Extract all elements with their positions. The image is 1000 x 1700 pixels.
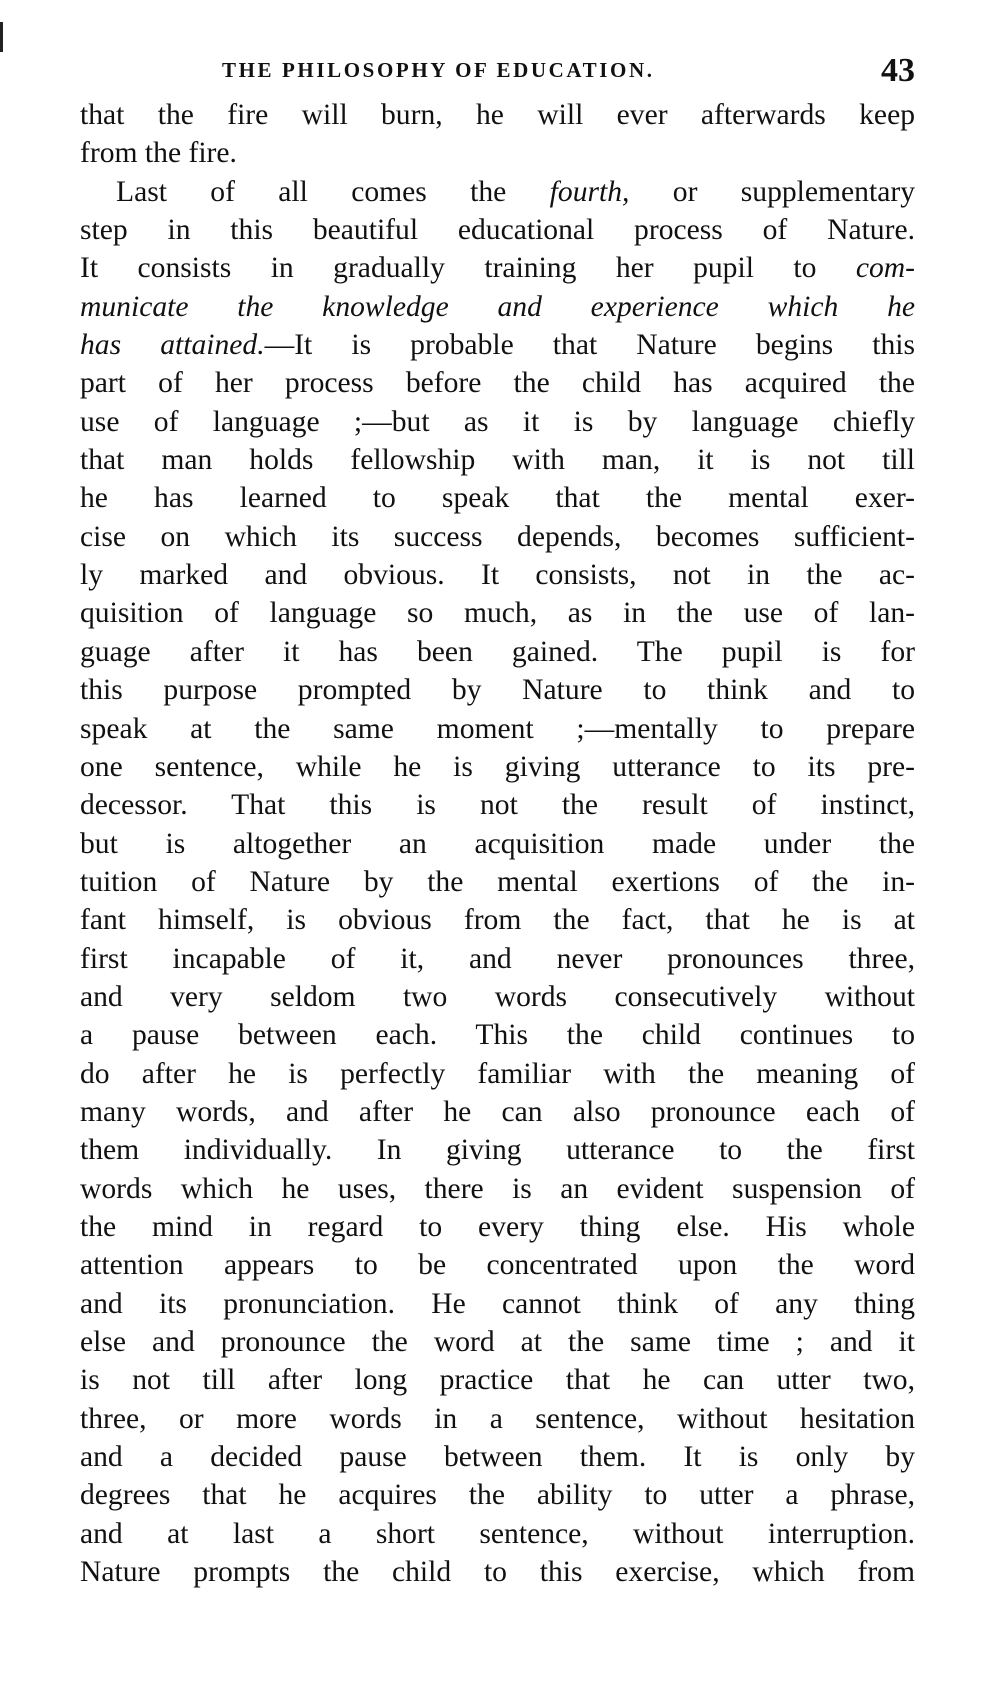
text-line <box>80 786 915 824</box>
italic-text: has attained. <box>80 329 265 362</box>
text-run: —It is probable that Nature begins this <box>264 329 915 362</box>
text-run: else and pronounce the word at the same time ; and it <box>80 1326 915 1358</box>
text-run: It consists in gradually training her pupil to <box>80 252 856 285</box>
text-run: but is altogether an acquisition made under the <box>80 827 915 860</box>
text-run: words which he uses, there is an evident suspension of <box>80 1172 915 1205</box>
text-run: degrees that he acquires the ability to utter a phrase, <box>80 1479 915 1512</box>
text-line <box>80 1093 915 1131</box>
text-run: from the fire. <box>80 137 237 170</box>
text-run: attention appears to be concentrated upon the word <box>80 1249 915 1282</box>
text-run: three, or more words in a sentence, without hesitation <box>80 1402 915 1435</box>
text-run: a pause between each. This the child continues to <box>80 1019 915 1052</box>
text-line <box>80 403 915 441</box>
text-line <box>80 1515 915 1553</box>
text-line <box>80 863 915 901</box>
text-line <box>80 96 915 134</box>
italic-text: com- <box>855 252 915 285</box>
text-line <box>80 1055 915 1093</box>
text-line <box>80 594 915 632</box>
text-run: one sentence, while he is giving utterance to its pre- <box>80 750 915 783</box>
page-number: 43 <box>881 52 915 89</box>
text-line <box>80 1246 915 1284</box>
running-head <box>222 52 915 92</box>
italic-text: fourth, <box>549 175 630 208</box>
text-line <box>80 288 915 326</box>
text-line <box>80 173 915 211</box>
text-run: quisition of language so much, as in the use of lan- <box>80 597 915 630</box>
text-line <box>80 1131 915 1169</box>
text-line <box>80 633 915 671</box>
text-run: fant himself, is obvious from the fact, that he is at <box>80 904 915 937</box>
text-line <box>80 1016 915 1054</box>
text-line <box>80 748 915 786</box>
italic-text: municate the knowledge and experience which he <box>80 290 915 323</box>
text-run: use of language ;—but as it is by language chiefly <box>80 405 915 438</box>
text-run: this purpose prompted by Nature to think and to <box>80 674 915 707</box>
text-run: cise on which its success depends, becomes sufficient- <box>80 520 915 553</box>
text-line <box>80 940 915 978</box>
text-run: and a decided pause between them. It is only by <box>80 1441 915 1474</box>
text-line <box>80 249 915 287</box>
text-run: and very seldom two words consecutively without <box>80 980 915 1013</box>
text-run: do after he is perfectly familiar with the meaning of <box>80 1057 915 1090</box>
text-line <box>80 1476 915 1514</box>
text-line <box>80 518 915 556</box>
text-line <box>80 1323 915 1361</box>
text-run: that the fire will burn, he will ever afterwards keep <box>80 99 915 131</box>
text-line <box>80 1553 915 1591</box>
text-line <box>80 1400 915 1438</box>
body-text <box>80 96 915 1591</box>
text-run: tuition of Nature by the mental exertions of the in- <box>80 865 915 898</box>
text-run: is not till after long practice that he can utter two, <box>80 1364 915 1397</box>
text-run: he has learned to speak that the mental exer- <box>80 482 915 515</box>
text-line <box>80 211 915 249</box>
text-run: and at last a short sentence, without interruption. <box>80 1517 915 1550</box>
text-run: that man holds fellowship with man, it is not till <box>80 444 915 477</box>
text-run: decessor. That this is not the result of instinct, <box>80 789 915 822</box>
text-line <box>80 479 915 517</box>
text-run: first incapable of it, and never pronounces three, <box>80 942 915 975</box>
text-run: the mind in regard to every thing else. His whole <box>80 1210 915 1243</box>
text-line <box>80 1285 915 1323</box>
text-line <box>80 556 915 594</box>
text-line <box>80 441 915 479</box>
text-line <box>80 901 915 939</box>
text-run: Last of all comes the <box>116 175 550 208</box>
scan-edge-mark <box>0 22 3 52</box>
text-run: many words, and after he can also pronounce each of <box>80 1095 915 1128</box>
text-run: step in this beautiful educational process of Nature. <box>80 214 915 247</box>
text-line <box>80 1438 915 1476</box>
text-run: speak at the same moment ;—mentally to prepare <box>80 712 915 745</box>
text-run: or supplementary <box>629 175 915 208</box>
text-run: and its pronunciation. He cannot think of any thing <box>80 1287 915 1320</box>
text-line <box>80 134 915 172</box>
text-line <box>80 1361 915 1399</box>
text-line <box>80 978 915 1016</box>
text-line <box>80 710 915 748</box>
text-run: guage after it has been gained. The pupil is for <box>80 635 915 668</box>
text-line <box>80 1208 915 1246</box>
text-line <box>80 364 915 402</box>
text-line <box>80 1170 915 1208</box>
text-line <box>80 825 915 863</box>
text-run: Nature prompts the child to this exercise, which from <box>80 1556 915 1589</box>
text-run: them individually. In giving utterance to the first <box>80 1134 915 1167</box>
text-line <box>80 671 915 709</box>
text-line <box>80 326 915 364</box>
running-title: THE PHILOSOPHY OF EDUCATION. <box>222 58 655 82</box>
text-run: ly marked and obvious. It consists, not in the ac- <box>80 559 915 592</box>
text-run: part of her process before the child has acquired the <box>80 367 915 400</box>
